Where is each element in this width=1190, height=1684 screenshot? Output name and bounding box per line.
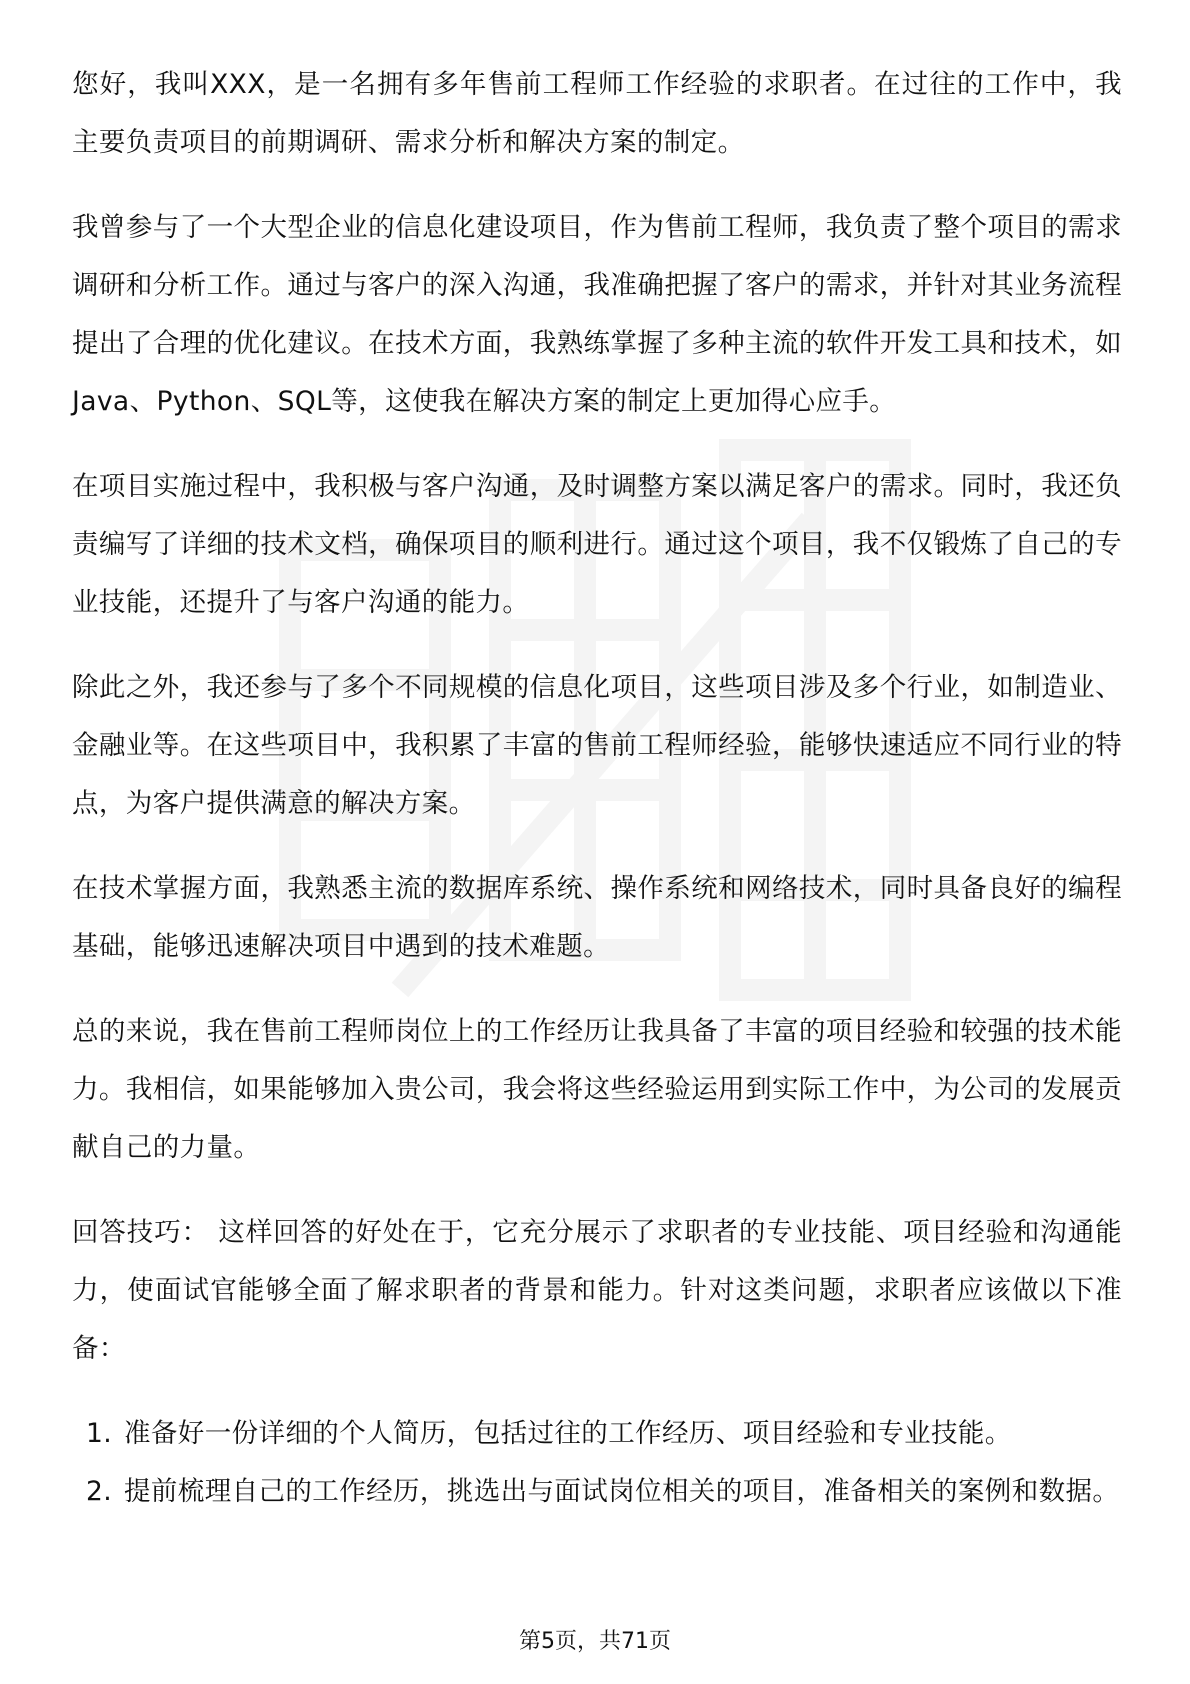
paragraph: 您好，我叫XXX，是一名拥有多年售前工程师工作经验的求职者。在过往的工作中，我主要负责项目的前期调研、需求分析和解决方案的制定。 xyxy=(72,69,1122,158)
paragraph: 在项目实施过程中，我积极与客户沟通，及时调整方案以满足客户的需求。同时，我还负责编写了详细的技术文档，确保项目的顺利进行。通过这个项目，我不仅锻炼了自己的专业技能，还提升了与客户沟通的能力。 xyxy=(72,471,1122,618)
list-number: 1. xyxy=(86,1418,113,1449)
list-number: 2. xyxy=(86,1476,113,1507)
paragraph: 除此之外，我还参与了多个不同规模的信息化项目，这些项目涉及多个行业，如制造业、金融业等。在这些项目中，我积累了丰富的售前工程师经验，能够快速适应不同行业的特点，为客户提供满意的解决方案。 xyxy=(72,672,1122,819)
paragraph: 在技术掌握方面，我熟悉主流的数据库系统、操作系统和网络技术，同时具备良好的编程基础，能够迅速解决项目中遇到的技术难题。 xyxy=(72,873,1122,962)
page-number: 第5页，共71页 xyxy=(519,1629,671,1654)
answer-tips-paragraph: 回答技巧： 这样回答的好处在于，它充分展示了求职者的专业技能、项目经验和沟通能力，使面试官能够全面了解求职者的背景和能力。针对这类问题，求职者应该做以下准备： xyxy=(72,1217,1122,1364)
paragraph: 总的来说，我在售前工程师岗位上的工作经历让我具备了丰富的项目经验和较强的技术能力。我相信，如果能够加入贵公司，我会将这些经验运用到实际工作中，为公司的发展贡献自己的力量。 xyxy=(72,1016,1122,1163)
preparation-list xyxy=(72,1405,1122,1521)
document-body xyxy=(72,56,1122,1521)
list-item xyxy=(72,1463,1122,1521)
list-item-text: 准备好一份详细的个人简历，包括过往的工作经历、项目经验和专业技能。 xyxy=(124,1418,1012,1449)
list-item xyxy=(72,1405,1122,1463)
list-item-text: 提前梳理自己的工作经历，挑选出与面试岗位相关的项目，准备相关的案例和数据。 xyxy=(124,1476,1120,1507)
paragraph: 我曾参与了一个大型企业的信息化建设项目，作为售前工程师，我负责了整个项目的需求调研和分析工作。通过与客户的深入沟通，我准确把握了客户的需求，并针对其业务流程提出了合理的优化建议。在技术方面，我熟练掌握了多种主流的软件开发工具和技术，如Java、Python、SQL等，这使我在解决方案的制定上更加得心应手。 xyxy=(72,212,1122,417)
